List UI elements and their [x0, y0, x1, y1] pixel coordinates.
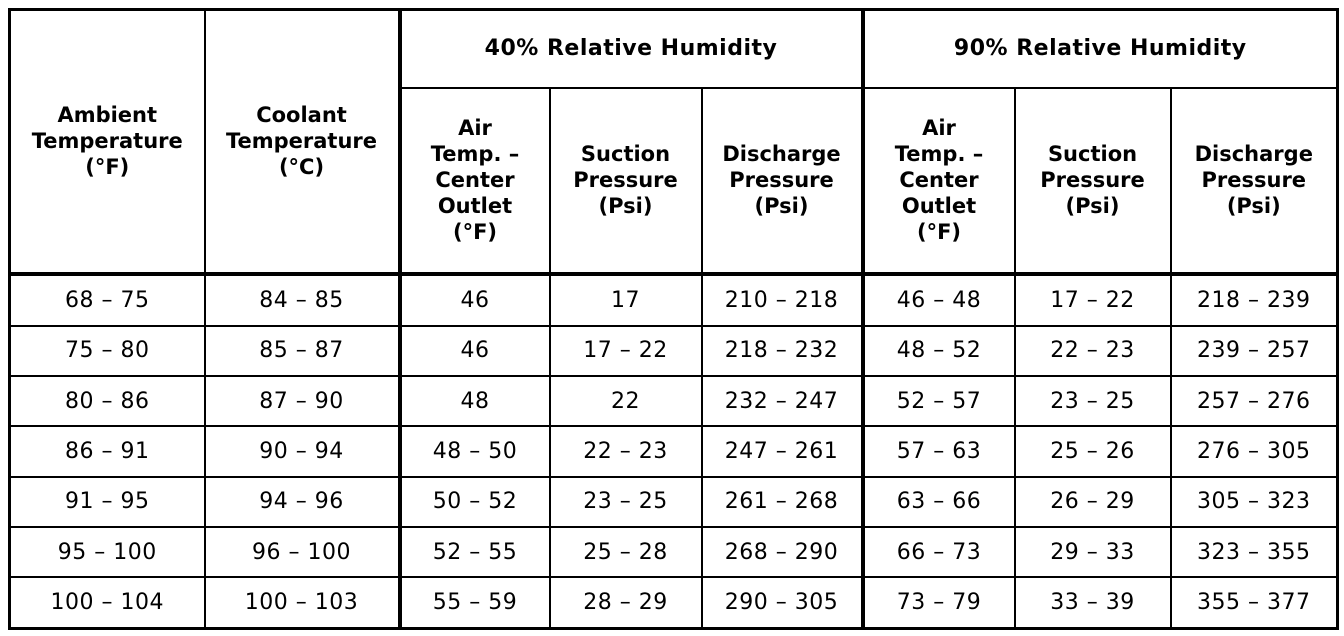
cell-40-suction: 22 – 23	[550, 426, 702, 476]
cell-ambient: 75 – 80	[10, 326, 205, 376]
cell-40-air-temp: 46	[400, 274, 550, 326]
cell-coolant: 87 – 90	[205, 376, 400, 426]
header-40-discharge-pressure: Discharge Pressure (Psi)	[702, 88, 863, 274]
cell-90-discharge: 276 – 305	[1171, 426, 1338, 476]
header-ambient-temperature: Ambient Temperature (°F)	[10, 10, 205, 274]
cell-90-suction: 22 – 23	[1015, 326, 1171, 376]
cell-90-discharge: 355 – 377	[1171, 577, 1338, 628]
table-row	[10, 274, 1338, 326]
cell-40-air-temp: 55 – 59	[400, 577, 550, 628]
cell-40-discharge: 290 – 305	[702, 577, 863, 628]
ac-performance-table	[8, 8, 1339, 630]
cell-40-suction: 17	[550, 274, 702, 326]
cell-ambient: 100 – 104	[10, 577, 205, 628]
cell-40-air-temp: 46	[400, 326, 550, 376]
cell-90-discharge: 305 – 323	[1171, 477, 1338, 527]
cell-coolant: 100 – 103	[205, 577, 400, 628]
cell-40-air-temp: 48 – 50	[400, 426, 550, 476]
cell-40-suction: 25 – 28	[550, 527, 702, 577]
header-group-40-humidity: 40% Relative Humidity	[400, 10, 863, 88]
cell-ambient: 68 – 75	[10, 274, 205, 326]
cell-40-discharge: 218 – 232	[702, 326, 863, 376]
cell-90-suction: 25 – 26	[1015, 426, 1171, 476]
cell-coolant: 94 – 96	[205, 477, 400, 527]
cell-40-suction: 23 – 25	[550, 477, 702, 527]
cell-40-suction: 22	[550, 376, 702, 426]
header-40-suction-pressure: Suction Pressure (Psi)	[550, 88, 702, 274]
cell-coolant: 90 – 94	[205, 426, 400, 476]
cell-coolant: 85 – 87	[205, 326, 400, 376]
cell-40-suction: 17 – 22	[550, 326, 702, 376]
header-90-air-temp: Air Temp. – Center Outlet (°F)	[863, 88, 1015, 274]
cell-90-suction: 17 – 22	[1015, 274, 1171, 326]
header-40-air-temp: Air Temp. – Center Outlet (°F)	[400, 88, 550, 274]
cell-40-discharge: 247 – 261	[702, 426, 863, 476]
cell-ambient: 95 – 100	[10, 527, 205, 577]
cell-40-suction: 28 – 29	[550, 577, 702, 628]
cell-90-air-temp: 46 – 48	[863, 274, 1015, 326]
cell-ambient: 86 – 91	[10, 426, 205, 476]
cell-90-suction: 26 – 29	[1015, 477, 1171, 527]
cell-ambient: 80 – 86	[10, 376, 205, 426]
table-row	[10, 527, 1338, 577]
cell-40-discharge: 232 – 247	[702, 376, 863, 426]
cell-90-discharge: 257 – 276	[1171, 376, 1338, 426]
cell-90-discharge: 323 – 355	[1171, 527, 1338, 577]
cell-90-suction: 23 – 25	[1015, 376, 1171, 426]
cell-90-air-temp: 57 – 63	[863, 426, 1015, 476]
cell-90-discharge: 239 – 257	[1171, 326, 1338, 376]
cell-90-air-temp: 73 – 79	[863, 577, 1015, 628]
cell-90-air-temp: 66 – 73	[863, 527, 1015, 577]
cell-40-air-temp: 52 – 55	[400, 527, 550, 577]
table-row	[10, 376, 1338, 426]
header-coolant-temperature: Coolant Temperature (°C)	[205, 10, 400, 274]
cell-90-discharge: 218 – 239	[1171, 274, 1338, 326]
header-90-discharge-pressure: Discharge Pressure (Psi)	[1171, 88, 1338, 274]
header-90-suction-pressure: Suction Pressure (Psi)	[1015, 88, 1171, 274]
cell-90-air-temp: 63 – 66	[863, 477, 1015, 527]
cell-40-discharge: 268 – 290	[702, 527, 863, 577]
cell-40-air-temp: 48	[400, 376, 550, 426]
cell-90-suction: 29 – 33	[1015, 527, 1171, 577]
table-row	[10, 426, 1338, 476]
cell-40-air-temp: 50 – 52	[400, 477, 550, 527]
header-group-90-humidity: 90% Relative Humidity	[863, 10, 1338, 88]
cell-coolant: 96 – 100	[205, 527, 400, 577]
cell-coolant: 84 – 85	[205, 274, 400, 326]
cell-40-discharge: 210 – 218	[702, 274, 863, 326]
cell-ambient: 91 – 95	[10, 477, 205, 527]
cell-90-air-temp: 48 – 52	[863, 326, 1015, 376]
cell-40-discharge: 261 – 268	[702, 477, 863, 527]
cell-90-air-temp: 52 – 57	[863, 376, 1015, 426]
cell-90-suction: 33 – 39	[1015, 577, 1171, 628]
table-row	[10, 577, 1338, 628]
table-row	[10, 477, 1338, 527]
table-row	[10, 326, 1338, 376]
